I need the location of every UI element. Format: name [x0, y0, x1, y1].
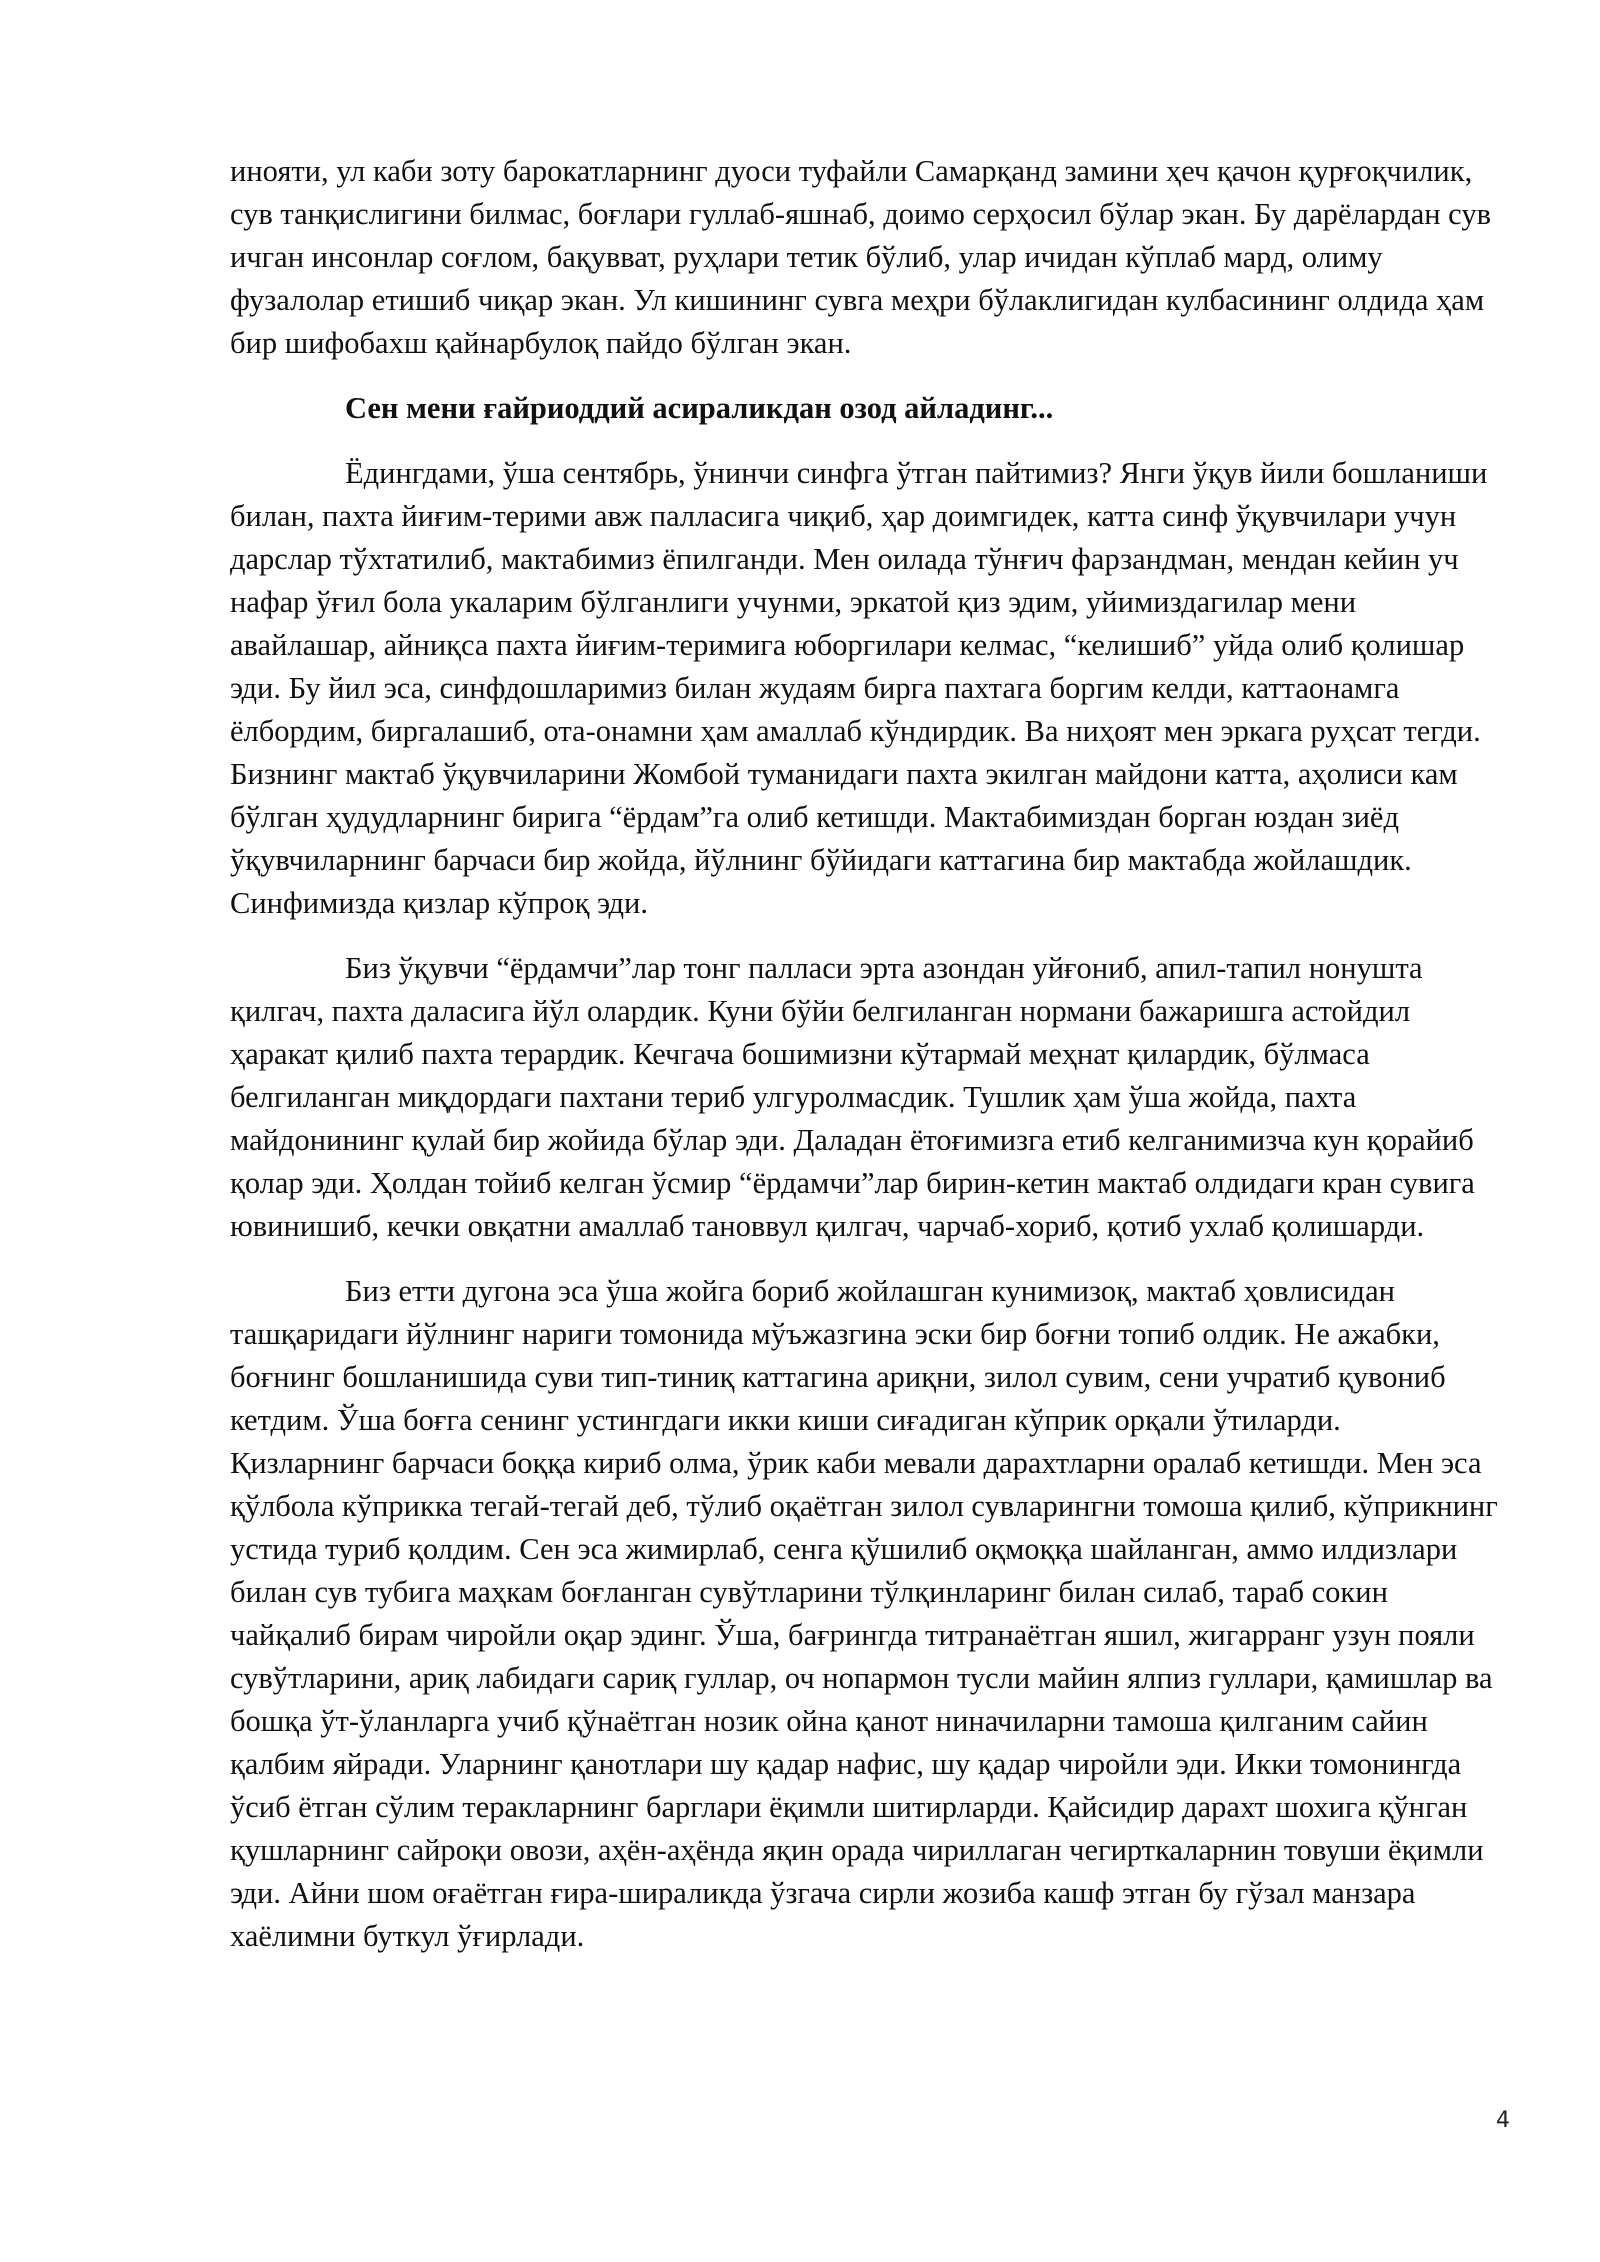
body-paragraph: инояти, ул каби зоту барокатларнинг дуоси туфайли Самарқанд замини ҳеч қачон қурғоқчилик, сув танқислигини билмас, боғлари гуллаб-яшнаб, доимо серҳосил бўлар экан. Бу дарёлардан сув ичган инсонлар соғлом, бақувват, руҳлари тетик бўлиб, улар ичидан кўплаб мард, олиму фузалолар етишиб чиқар экан. Ул кишининг сувга меҳри бўлаклигидан кулбасининг олдида ҳам бир шифобахш қайнарбулоқ пайдо бўлган экан. — [230, 154, 1491, 360]
section-heading: Сен мени ғайриоддий асираликдан озод айладинг... — [345, 391, 1054, 425]
page-number: 4 — [1496, 2108, 1510, 2133]
body-paragraph: Биз етти дугона эса ўша жойга бориб жойлашган кунимизоқ, мактаб ҳовлисидан ташқаридаги йўлнинг нариги томонида мўъжазгина эски бир боғни топиб олдик. Не ажабки, боғнинг бошланишида суви тип-тиниқ каттагина ариқни, зилол сувим, сени учратиб қувониб кетдим. Ўша боғга сенинг устингдаги икки киши сиғадиган кўприк орқали ўтиларди. Қизларнинг барчаси боққа кириб олма, ўрик каби мевали дарахтларни оралаб кетишди. Мен эса қўлбола кўприкка тегай-тегай деб, тўлиб оқаётган зилол сувларингни томоша қилиб, кўприкнинг устида туриб қолдим. Сен эса жимирлаб, сенга қўшилиб оқмоққа шайланган, аммо илдизлари билан сув тубига маҳкам боғланган сувўтларини тўлқинларинг билан силаб, тараб сокин чайқалиб бирам чиройли оқар эдинг. Ўша, бағрингда титранаётган яшил, жигарранг узун пояли сувўтларини, ариқ лабидаги сариқ гуллар, оч нопармон тусли майин ялпиз гуллари, қамишлар ва бошқа ўт-ўланларга учиб қўнаётган нозик ойна қанот ниначиларни тамоша қилганим сайин қалбим яйради. Уларнинг қанотлари шу қадар нафис, шу қадар чиройли эди. Икки томонингда ўсиб ётган сўлим теракларнинг барглари ёқимли шитирларди. Қайсидир дарахт шохига қўнган қушларнинг сайроқи овози, аҳён-аҳёнда яқин орада чириллаган чегирткаларнин товуши ёқимли эди. Айни шом оғаётган ғира-шираликда ўзгача сирли жозиба кашф этган бу гўзал манзара хаёлимни буткул ўғирлади. — [230, 1274, 1498, 1953]
page-body — [230, 150, 1500, 1958]
body-paragraph: Биз ўқувчи “ёрдамчи”лар тонг палласи эрта азондан уйғониб, апил-тапил нонушта қилгач, пахта даласига йўл олардик. Куни бўйи белгиланган нормани бажаришга астойдил ҳаракат қилиб пахта терардик. Кечгача бошимизни кўтармай меҳнат қилардик, бўлмаса белгиланган миқдордаги пахтани териб улгуролмасдик. Тушлик ҳам ўша жойда, пахта майдонининг қулай бир жойида бўлар эди. Даладан ётоғимизга етиб келганимизча кун қорайиб қолар эди. Ҳолдан тойиб келган ўсмир “ёрдамчи”лар бирин-кетин мактаб олдидаги кран сувига ювинишиб, кечки овқатни амаллаб тановвул қилгач, чарчаб-хориб, қотиб ухлаб қолишарди. — [230, 951, 1475, 1243]
body-paragraph: Ёдингдами, ўша сентябрь, ўнинчи синфга ўтган пайтимиз? Янги ўқув йили бошланиши билан, пахта йиғим-терими авж палласига чиқиб, ҳар доимгидек, катта синф ўқувчилари учун дарслар тўхтатилиб, мактабимиз ёпилганди. Мен оилада тўнғич фарзандман, мендан кейин уч нафар ўғил бола укаларим бўлганлиги учунми, эркатой қиз эдим, уйимиздагилар мени авайлашар, айниқса пахта йиғим-теримига юборгилари келмас, “келишиб” уйда олиб қолишар эди. Бу йил эса, синфдошларимиз билан жудаям бирга пахтага боргим келди, каттаонамга ёлбордим, биргалашиб, ота-онамни ҳам амаллаб кўндирдик. Ва ниҳоят мен эркага руҳсат тегди. Бизнинг мактаб ўқувчиларини Жомбой туманидаги пахта экилган майдони катта, аҳолиси кам бўлган ҳудудларнинг бирига “ёрдам”га олиб кетишди. Мактабимиздан борган юздан зиёд ўқувчиларнинг барчаси бир жойда, йўлнинг бўйидаги каттагина бир мактабда жойлашдик. Синфимизда қизлар кўпроқ эди. — [230, 456, 1488, 920]
